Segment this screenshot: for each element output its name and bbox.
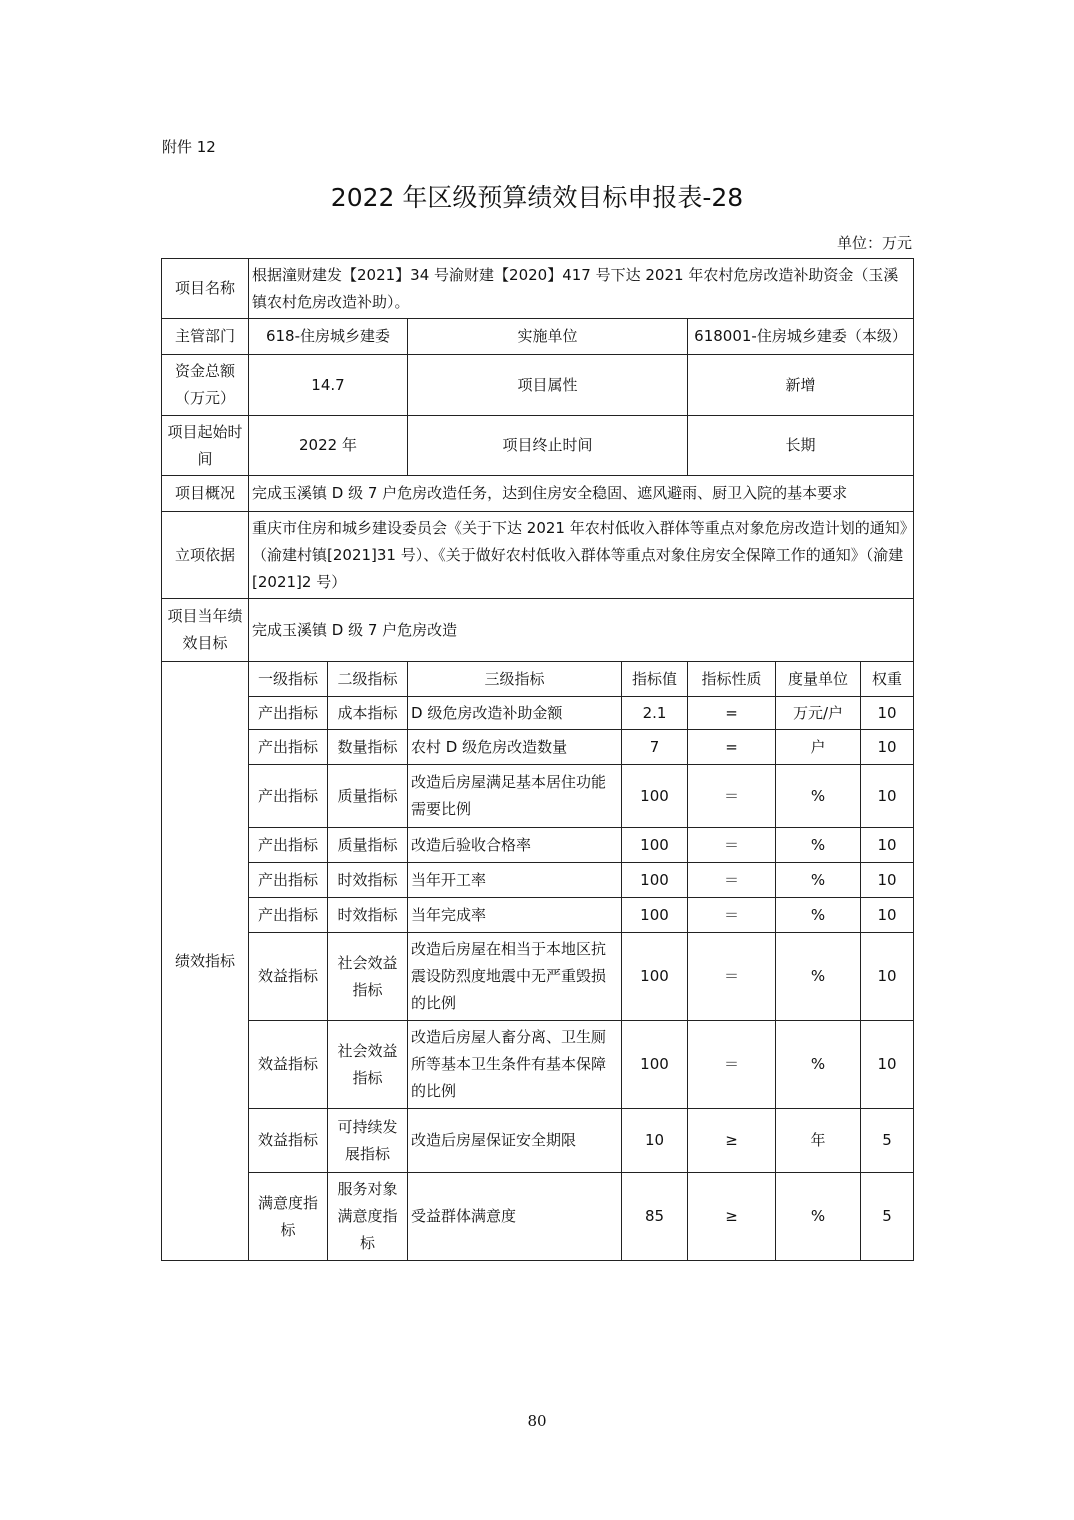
value-cell: 85 <box>622 1173 688 1261</box>
level2-cell: 时效指标 <box>328 863 408 898</box>
unit-cell: % <box>776 765 861 828</box>
nature-cell: ＝ <box>688 863 776 898</box>
level2-cell: 质量指标 <box>328 765 408 828</box>
attr-label: 项目属性 <box>408 355 688 416</box>
table-row <box>162 1173 914 1261</box>
level1-cell: 产出指标 <box>249 730 328 765</box>
nature-cell: ＝ <box>688 828 776 863</box>
level1-cell: 满意度指标 <box>249 1173 328 1261</box>
page-number: 80 <box>527 1412 547 1430</box>
dept-row <box>162 319 914 355</box>
table-row <box>162 697 914 730</box>
nature-cell: = <box>688 730 776 765</box>
nature-cell: ＝ <box>688 1021 776 1109</box>
level1-cell: 产出指标 <box>249 898 328 933</box>
value-cell: 10 <box>622 1109 688 1173</box>
goal-value: 完成玉溪镇 D 级 7 户危房改造 <box>249 599 914 662</box>
level2-cell: 可持续发展指标 <box>328 1109 408 1173</box>
end-label: 项目终止时间 <box>408 416 688 476</box>
weight-cell: 10 <box>861 730 914 765</box>
fund-row <box>162 355 914 416</box>
dept-value: 618-住房城乡建委 <box>249 319 408 355</box>
unit-cell: 年 <box>776 1109 861 1173</box>
impl-value: 618001-住房城乡建委（本级） <box>688 319 914 355</box>
level2-cell: 数量指标 <box>328 730 408 765</box>
weight-cell: 5 <box>861 1173 914 1261</box>
unit-cell: % <box>776 828 861 863</box>
dept-label: 主管部门 <box>162 319 249 355</box>
indicator-section-label: 绩效指标 <box>162 662 249 1261</box>
weight-cell: 10 <box>861 697 914 730</box>
indicator-header-row <box>162 662 914 697</box>
weight-cell: 10 <box>861 863 914 898</box>
value-cell: 100 <box>622 898 688 933</box>
overview-label: 项目概况 <box>162 476 249 512</box>
level3-cell: D 级危房改造补助金额 <box>408 697 622 730</box>
unit-cell: % <box>776 933 861 1021</box>
level3-cell: 受益群体满意度 <box>408 1173 622 1261</box>
header-cell: 指标性质 <box>688 662 776 697</box>
header-cell: 指标值 <box>622 662 688 697</box>
attr-value: 新增 <box>688 355 914 416</box>
goal-label: 项目当年绩效目标 <box>162 599 249 662</box>
level3-cell: 改造后房屋满足基本居住功能需要比例 <box>408 765 622 828</box>
time-row <box>162 416 914 476</box>
unit-cell: 万元/户 <box>776 697 861 730</box>
header-cell: 一级指标 <box>249 662 328 697</box>
level3-cell: 改造后房屋在相当于本地区抗震设防烈度地震中无严重毁损的比例 <box>408 933 622 1021</box>
level1-cell: 产出指标 <box>249 765 328 828</box>
weight-cell: 10 <box>861 828 914 863</box>
fund-label: 资金总额（万元） <box>162 355 249 416</box>
table-row <box>162 765 914 828</box>
value-cell: 100 <box>622 933 688 1021</box>
project-name-value: 根据潼财建发【2021】34 号渝财建【2020】417 号下达 2021 年农村危房改造补助资金（玉溪镇农村危房改造补助）。 <box>249 259 914 319</box>
value-cell: 100 <box>622 828 688 863</box>
level2-cell: 服务对象满意度指标 <box>328 1173 408 1261</box>
level3-cell: 当年开工率 <box>408 863 622 898</box>
level3-cell: 改造后房屋人畜分离、卫生厕所等基本卫生条件有基本保障的比例 <box>408 1021 622 1109</box>
overview-value: 完成玉溪镇 D 级 7 户危房改造任务，达到住房安全稳固、遮风避雨、厨卫入院的基本要求 <box>249 476 914 512</box>
level3-cell: 改造后房屋保证安全期限 <box>408 1109 622 1173</box>
impl-label: 实施单位 <box>408 319 688 355</box>
level3-cell: 农村 D 级危房改造数量 <box>408 730 622 765</box>
level3-cell: 当年完成率 <box>408 898 622 933</box>
budget-performance-table <box>161 258 914 1261</box>
table-row <box>162 828 914 863</box>
level2-cell: 时效指标 <box>328 898 408 933</box>
unit-label: 单位：万元 <box>836 234 912 252</box>
level2-cell: 社会效益指标 <box>328 933 408 1021</box>
table-row <box>162 863 914 898</box>
project-name-row <box>162 259 914 319</box>
header-cell: 度量单位 <box>776 662 861 697</box>
basis-label: 立项依据 <box>162 512 249 599</box>
header-cell: 二级指标 <box>328 662 408 697</box>
page-title: 2022 年区级预算绩效目标申报表-28 <box>330 183 744 212</box>
level1-cell: 效益指标 <box>249 1109 328 1173</box>
weight-cell: 10 <box>861 898 914 933</box>
nature-cell: ＝ <box>688 933 776 1021</box>
weight-cell: 10 <box>861 933 914 1021</box>
overview-row <box>162 476 914 512</box>
header-cell: 权重 <box>861 662 914 697</box>
fund-value: 14.7 <box>249 355 408 416</box>
unit-cell: % <box>776 1021 861 1109</box>
table-row <box>162 933 914 1021</box>
goal-row <box>162 599 914 662</box>
nature-cell: ＝ <box>688 898 776 933</box>
end-value: 长期 <box>688 416 914 476</box>
level1-cell: 产出指标 <box>249 863 328 898</box>
level2-cell: 社会效益指标 <box>328 1021 408 1109</box>
level2-cell: 质量指标 <box>328 828 408 863</box>
value-cell: 100 <box>622 1021 688 1109</box>
table-row <box>162 1109 914 1173</box>
start-value: 2022 年 <box>249 416 408 476</box>
level1-cell: 效益指标 <box>249 1021 328 1109</box>
level1-cell: 产出指标 <box>249 697 328 730</box>
table-row <box>162 898 914 933</box>
weight-cell: 5 <box>861 1109 914 1173</box>
value-cell: 7 <box>622 730 688 765</box>
value-cell: 100 <box>622 765 688 828</box>
weight-cell: 10 <box>861 1021 914 1109</box>
level1-cell: 产出指标 <box>249 828 328 863</box>
nature-cell: ≥ <box>688 1109 776 1173</box>
level1-cell: 效益指标 <box>249 933 328 1021</box>
project-name-label: 项目名称 <box>162 259 249 319</box>
level3-cell: 改造后验收合格率 <box>408 828 622 863</box>
unit-cell: % <box>776 898 861 933</box>
nature-cell: = <box>688 697 776 730</box>
weight-cell: 10 <box>861 765 914 828</box>
nature-cell: ≥ <box>688 1173 776 1261</box>
unit-cell: % <box>776 1173 861 1261</box>
attachment-label: 附件 12 <box>162 138 216 156</box>
table-row <box>162 730 914 765</box>
table-row <box>162 1021 914 1109</box>
header-cell: 三级指标 <box>408 662 622 697</box>
value-cell: 100 <box>622 863 688 898</box>
value-cell: 2.1 <box>622 697 688 730</box>
unit-cell: % <box>776 863 861 898</box>
nature-cell: ＝ <box>688 765 776 828</box>
basis-value: 重庆市住房和城乡建设委员会《关于下达 2021 年农村低收入群体等重点对象危房改造计划的通知》（渝建村镇[2021]31 号）、《关于做好农村低收入群体等重点对象住房安全保障工作的通知》（渝建[2021]2 号） <box>249 512 914 599</box>
level2-cell: 成本指标 <box>328 697 408 730</box>
basis-row <box>162 512 914 599</box>
unit-cell: 户 <box>776 730 861 765</box>
start-label: 项目起始时间 <box>162 416 249 476</box>
